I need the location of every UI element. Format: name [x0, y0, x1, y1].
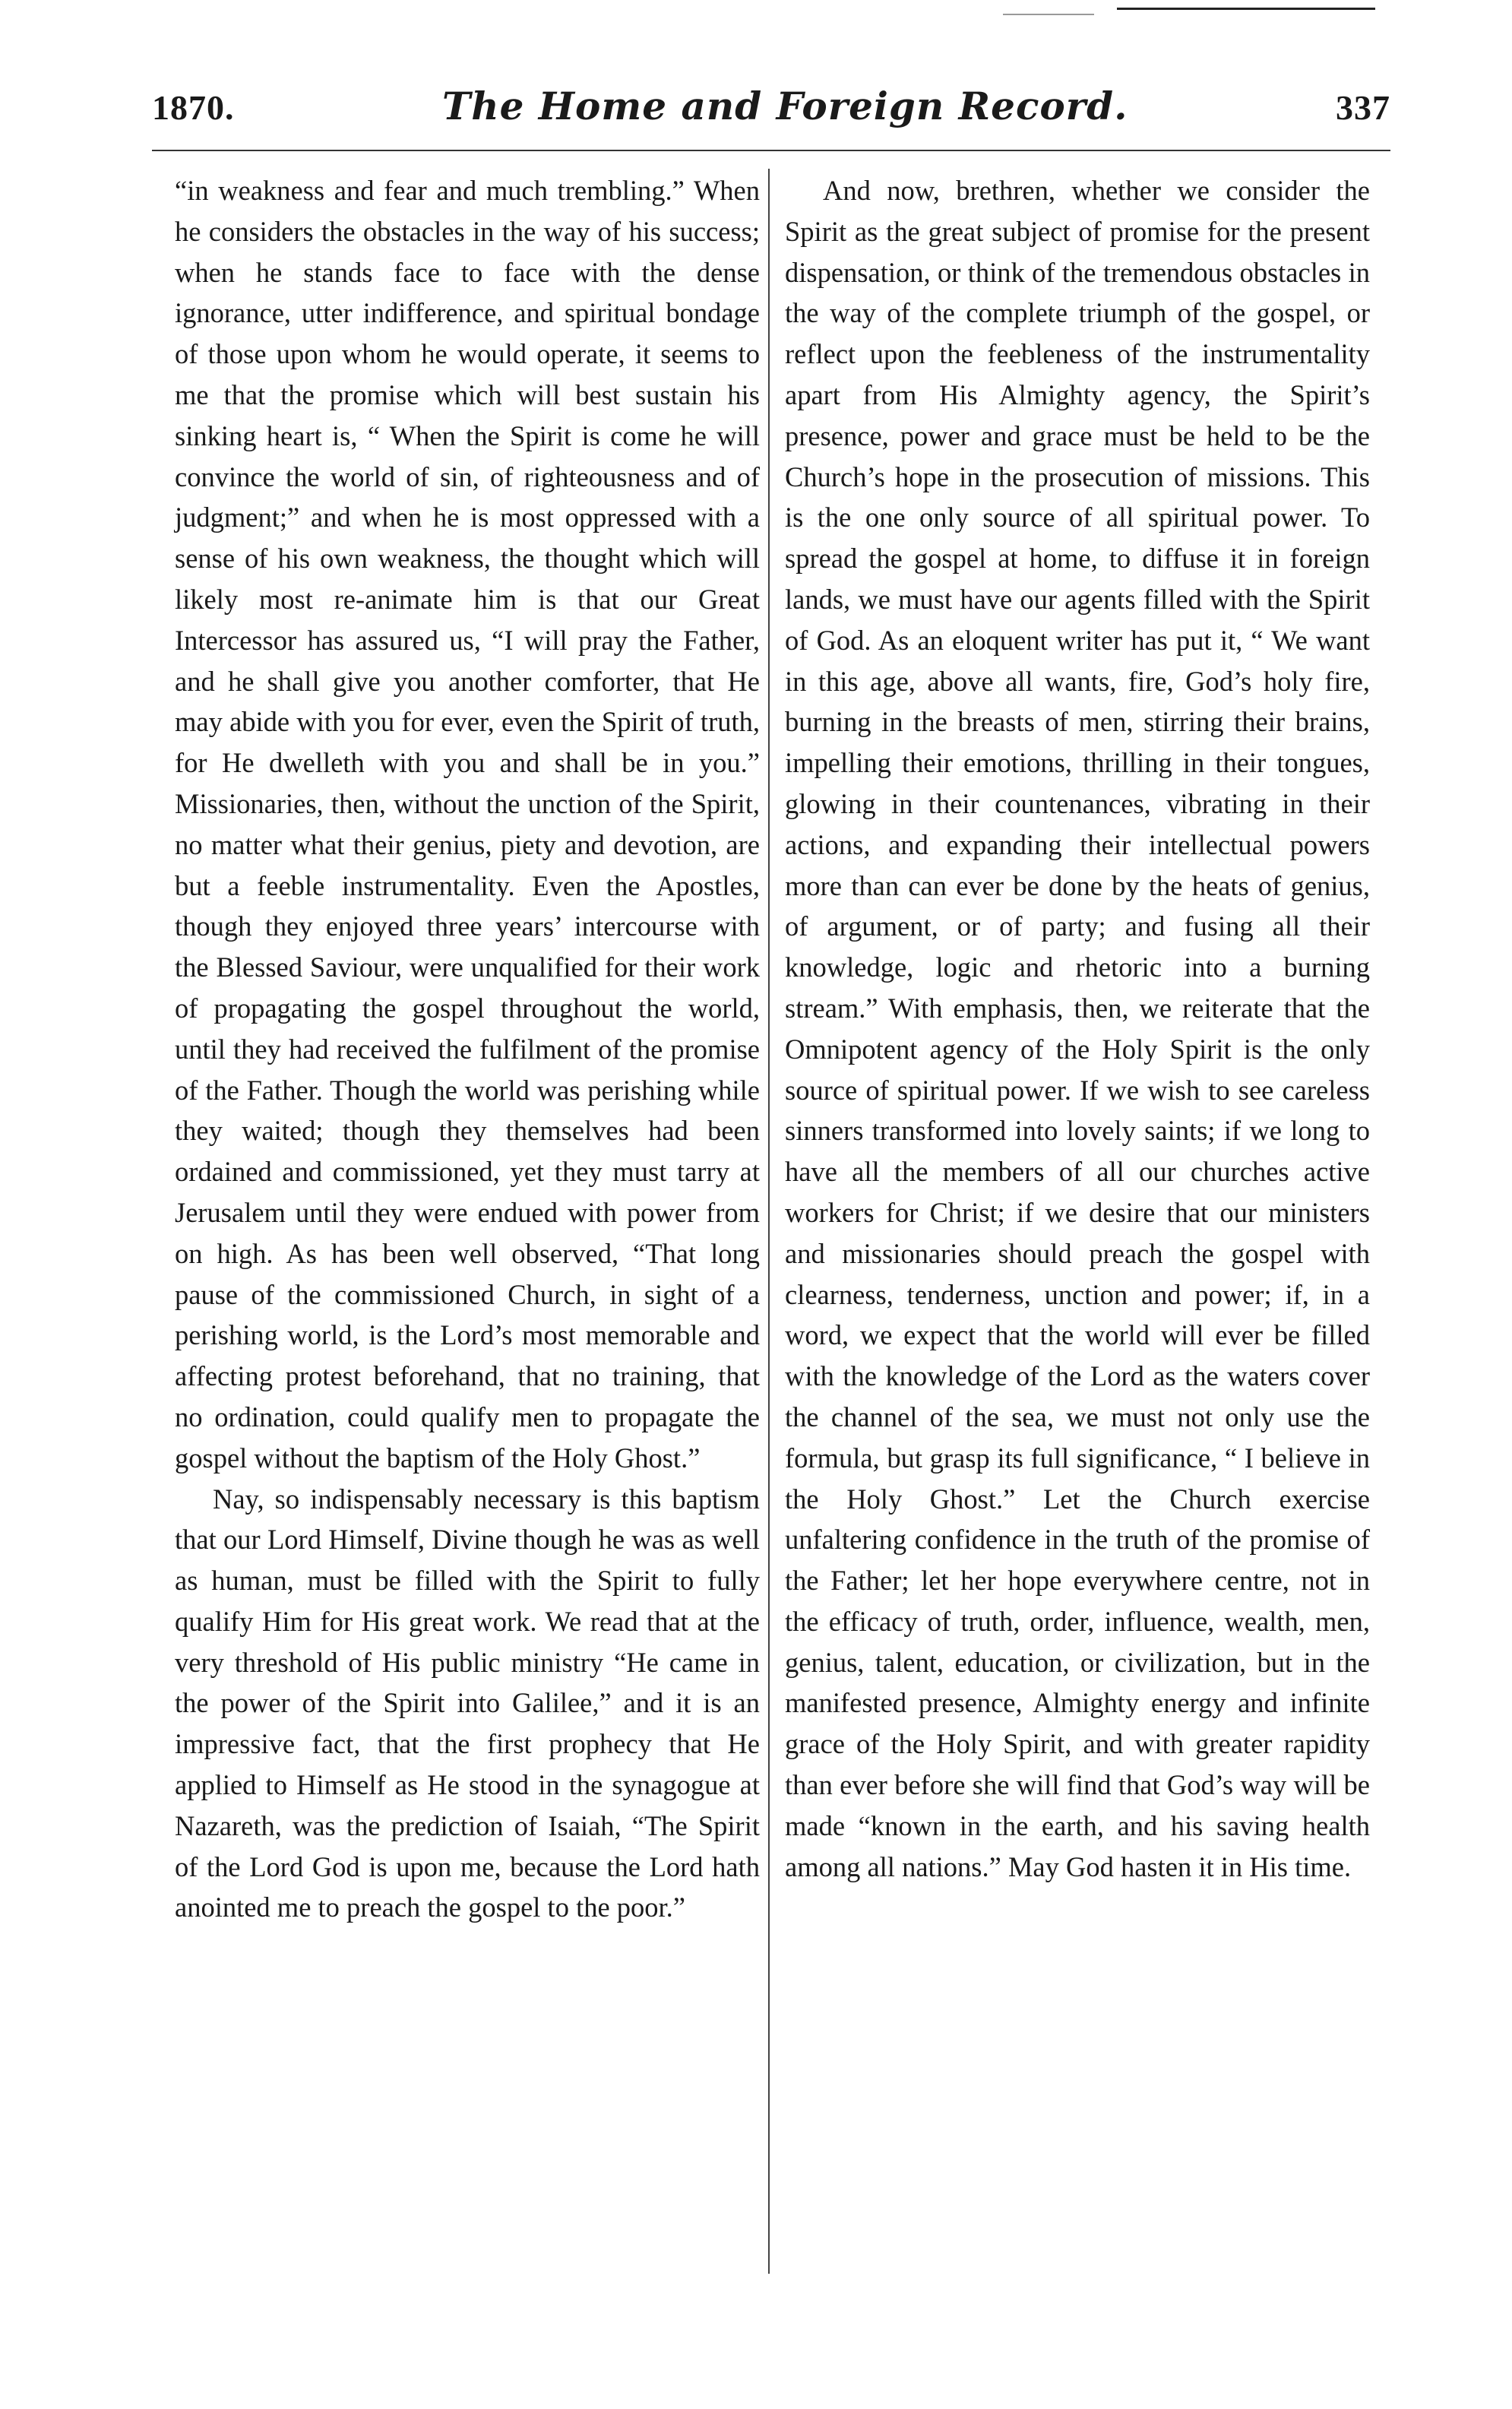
left-paragraph-2: Nay, so indispensably necessary is this baptism that our Lord Himself, Divine though he was as well as human, must be filled with the Spirit to fully qualify Him for His great work. We read that at the very threshold of His public ministry “He came in the power of the Spirit into Galilee,” and it is an impressive fact, that the first prophecy that He applied to Himself as He stood in the synagogue at Nazareth, was the prediction of Isaiah, “The Spirit of the Lord God is upon me, because the Lord hath anointed me to preach the gospel to the poor.”: [175, 1483, 760, 1923]
top-edge-rule: [1117, 8, 1375, 10]
left-paragraph-1: “in weakness and fear and much trembling.” When he considers the obstacles in the way of his success; when he stands face to face with the dense ignorance, utter indifference, and spiritual bondage of those upon whom he would operate, it seems to me that the promise which will best sustain his sinking heart is, “ When the Spirit is come he will convince the world of sin, of righteousness and of judgment;” and when he is most oppressed with a sense of his own weakness, the thought which will likely most re-animate him is that our Great Intercessor has assured us, “I will pray the Father, and he shall give you another comforter, that He may abide with you for ever, even the Spirit of truth, for He dwelleth with you and shall be in you.” Missionaries, then, without the unction of the Spirit, no matter what their genius, piety and devotion, are but a feeble instrumentality. Even the Apostles, though they enjoyed three years’ intercourse with the Blessed Saviour, were unqualified for their work of propagating the gospel throughout the world, until they had received the fulfilment of the promise of the Father. Though the world was perishing while they waited; though they themselves had been ordained and commissioned, yet they must tarry at Jerusalem until they were endued with power from on high. As has been well observed, “That long pause of the commissioned Church, in sight of a perishing world, is the Lord’s most memorable and affecting protest beforehand, that no training, that no ordination, could qualify men to propagate the gospel without the baptism of the Holy Ghost.”: [175, 175, 760, 1474]
right-column: [785, 170, 1370, 2275]
header-rule: [152, 150, 1390, 151]
top-edge-mark: [1003, 14, 1094, 15]
journal-title: The Home and Foreign Record.: [442, 84, 1128, 128]
running-header: [152, 84, 1390, 137]
right-paragraph-1: And now, brethren, whether we consider the Spirit as the great subject of promise for the present dispensation, or think of the tremendous obstacles in the way of the complete triumph of the gospel, or reflect upon the feebleness of the instrumentality apart from His Almighty agency, the Spirit’s presence, power and grace must be held to be the Church’s hope in the prosecution of missions. This is the one only source of all spiritual power. To spread the gospel at home, to diffuse it in foreign lands, we must have our agents filled with the Spirit of God. As an eloquent writer has put it, “ We want in this age, above all wants, fire, God’s holy fire, burning in the breasts of men, stirring their brains, impelling their emotions, thrilling in their tongues, glowing in their countenances, vibrating in their actions, and expanding their intellectual powers more than can ever be done by the heats of genius, of argument, or of party; and fusing all their knowledge, logic and rhetoric into a burning stream.” With emphasis, then, we reiterate that the Omnipotent agency of the Holy Spirit is the only source of spiritual power. If we wish to see careless sinners transformed into lovely saints; if we long to have all the members of all our churches active workers for Christ; if we desire that our ministers and missionaries should preach the gospel with clearness, tenderness, unction and power; if, in a word, we expect that the world will ever be filled with the knowledge of the Lord as the waters cover the channel of the sea, we must not only use the formula, but grasp its full significance, “ I believe in the Holy Ghost.” Let the Church exercise unfaltering confidence in the truth of the promise of the Father; let her hope everywhere centre, not in the efficacy of truth, order, influence, wealth, men, genius, talent, education, or civilization, but in the manifested presence, Almighty energy and infinite grace of the Holy Spirit, and with greater rapidity than ever before she will find that God’s way will be made “known in the earth, and his saving health among all nations.” May God hasten it in His time.: [785, 175, 1370, 1882]
header-year: 1870.: [152, 88, 235, 127]
page-number: 337: [1336, 88, 1390, 127]
column-divider: [768, 169, 770, 2274]
left-column: [175, 170, 760, 2366]
